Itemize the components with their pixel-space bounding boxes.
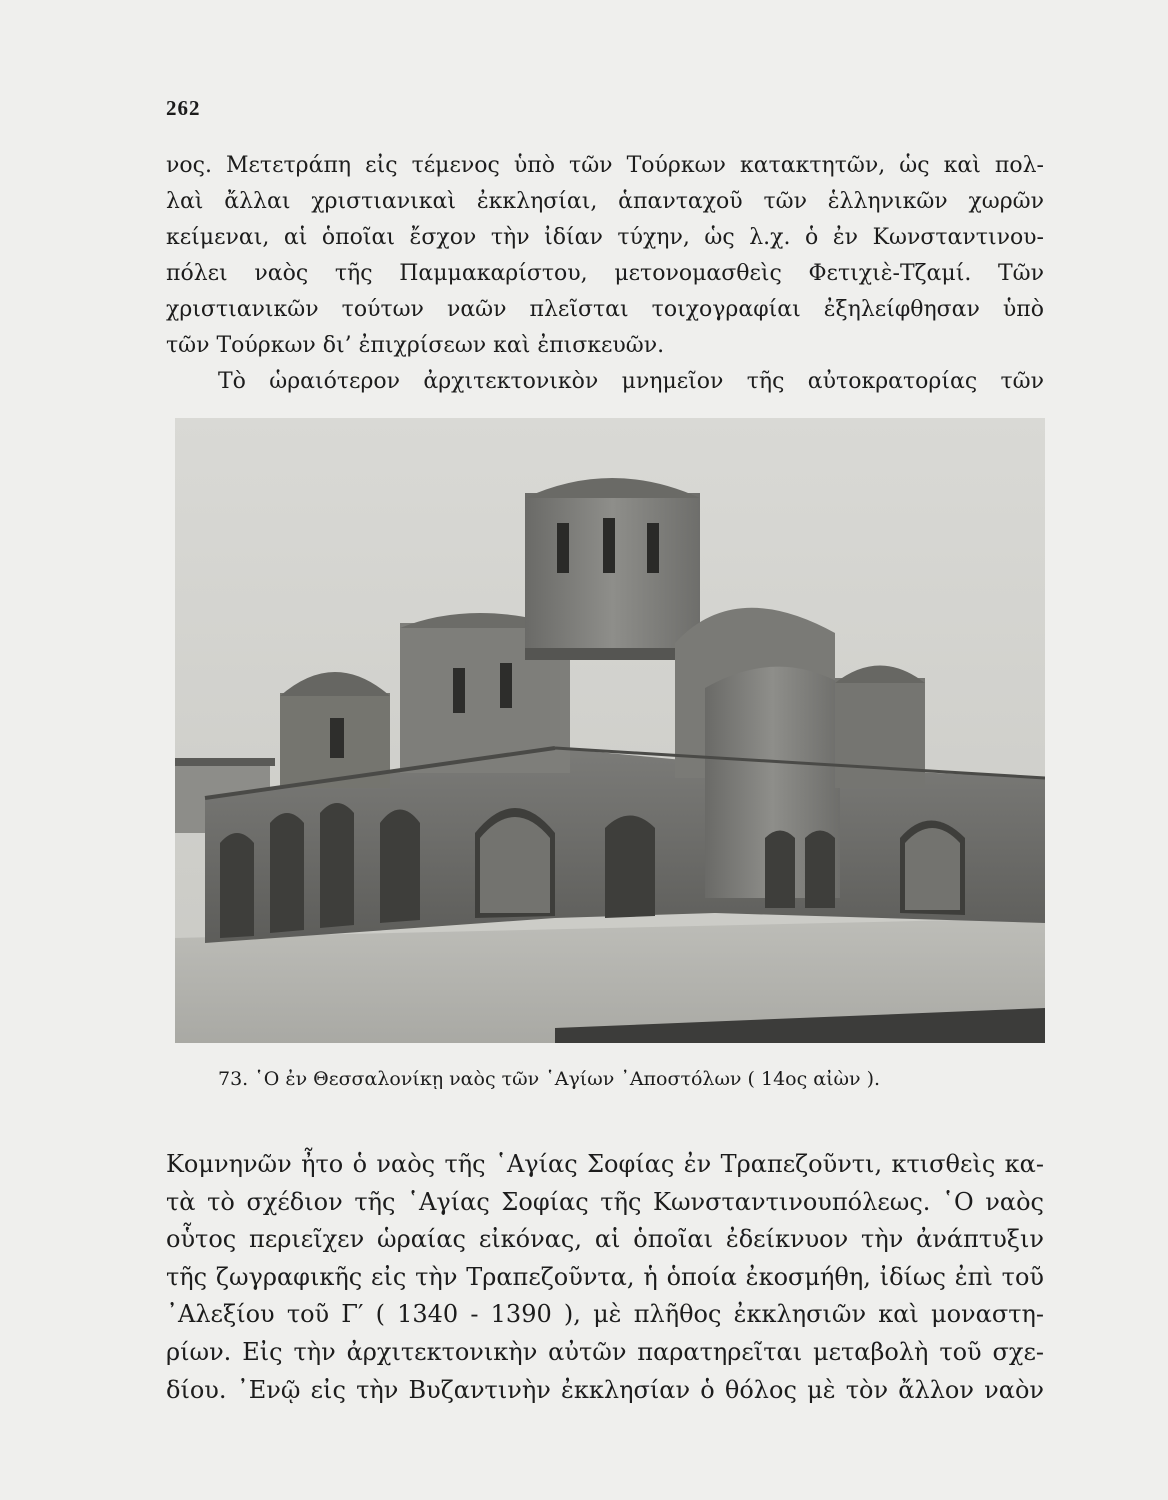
text-line: δίου. ᾿Ενῷ εἰς τὴν Βυζαντινὴν ἐκκλησίαν ὁ θόλος μὲ τὸν ἄλλον ναὸν — [166, 1375, 1044, 1404]
text-line: χριστιανικῶν τούτων ναῶν πλεῖσται τοιχογραφίαι ἐξηλείφθησαν ὑπὸ — [166, 297, 1044, 322]
text-line: τὰ τὸ σχέδιον τῆς ῾Αγίας Σοφίας τῆς Κωνσταντινουπόλεως. ῾Ο ναὸς — [166, 1187, 1044, 1216]
figure-caption: 73. ῾Ο ἐν Θεσσαλονίκῃ ναὸς τῶν ῾Αγίων ᾿Αποστόλων ( 14ος αἰὼν ). — [218, 1068, 881, 1090]
page-number: 262 — [166, 96, 201, 120]
text-line: Τὸ ὡραιότερον ἀρχιτεκτονικὸν μνημεῖον τῆς αὐτοκρατορίας τῶν — [218, 369, 1044, 394]
text-line: πόλει ναὸς τῆς Παμμακαρίστου, μετονομασθεὶς Φετιχιὲ-Τζαμί. Τῶν — [166, 261, 1044, 286]
paragraph-top — [166, 148, 1044, 400]
text-line: λαὶ ἄλλαι χριστιανικαὶ ἐκκλησίαι, ἁπανταχοῦ τῶν ἑλληνικῶν χωρῶν — [166, 189, 1044, 214]
text-line: κείμεναι, αἱ ὁποῖαι ἔσχον τὴν ἰδίαν τύχην, ὡς λ.χ. ὁ ἐν Κωνσταντινου- — [166, 225, 1044, 250]
text-line: νος. Μετετράπη εἰς τέμενος ὑπὸ τῶν Τούρκων κατακτητῶν, ὡς καὶ πολ- — [166, 153, 1044, 178]
text-line: τῶν Τούρκων δι’ ἐπιχρίσεων καὶ ἐπισκευῶν. — [166, 333, 665, 358]
text-line: τῆς ζωγραφικῆς εἰς τὴν Τραπεζοῦντα, ἡ ὁποία ἐκοσμήθη, ἰδίως ἐπὶ τοῦ — [166, 1262, 1044, 1291]
paragraph-bottom — [166, 1146, 1044, 1409]
text-line: ᾿Αλεξίου τοῦ Γ′ ( 1340 - 1390 ), μὲ πλῆθος ἐκκλησιῶν καὶ μοναστη- — [166, 1300, 1044, 1329]
church-photograph — [175, 418, 1045, 1043]
text-line: οὗτος περιεῖχεν ὡραίας εἰκόνας, αἱ ὁποῖαι ἐδείκνυον τὴν ἀνάπτυξιν — [166, 1225, 1044, 1254]
text-line: Κομνηνῶν ἦτο ὁ ναὸς τῆς ῾Αγίας Σοφίας ἐν Τραπεζοῦντι, κτισθεὶς κα- — [166, 1150, 1044, 1178]
text-line: ρίων. Εἰς τὴν ἀρχιτεκτονικὴν αὐτῶν παρατηρεῖται μεταβολὴ τοῦ σχε- — [166, 1337, 1044, 1366]
